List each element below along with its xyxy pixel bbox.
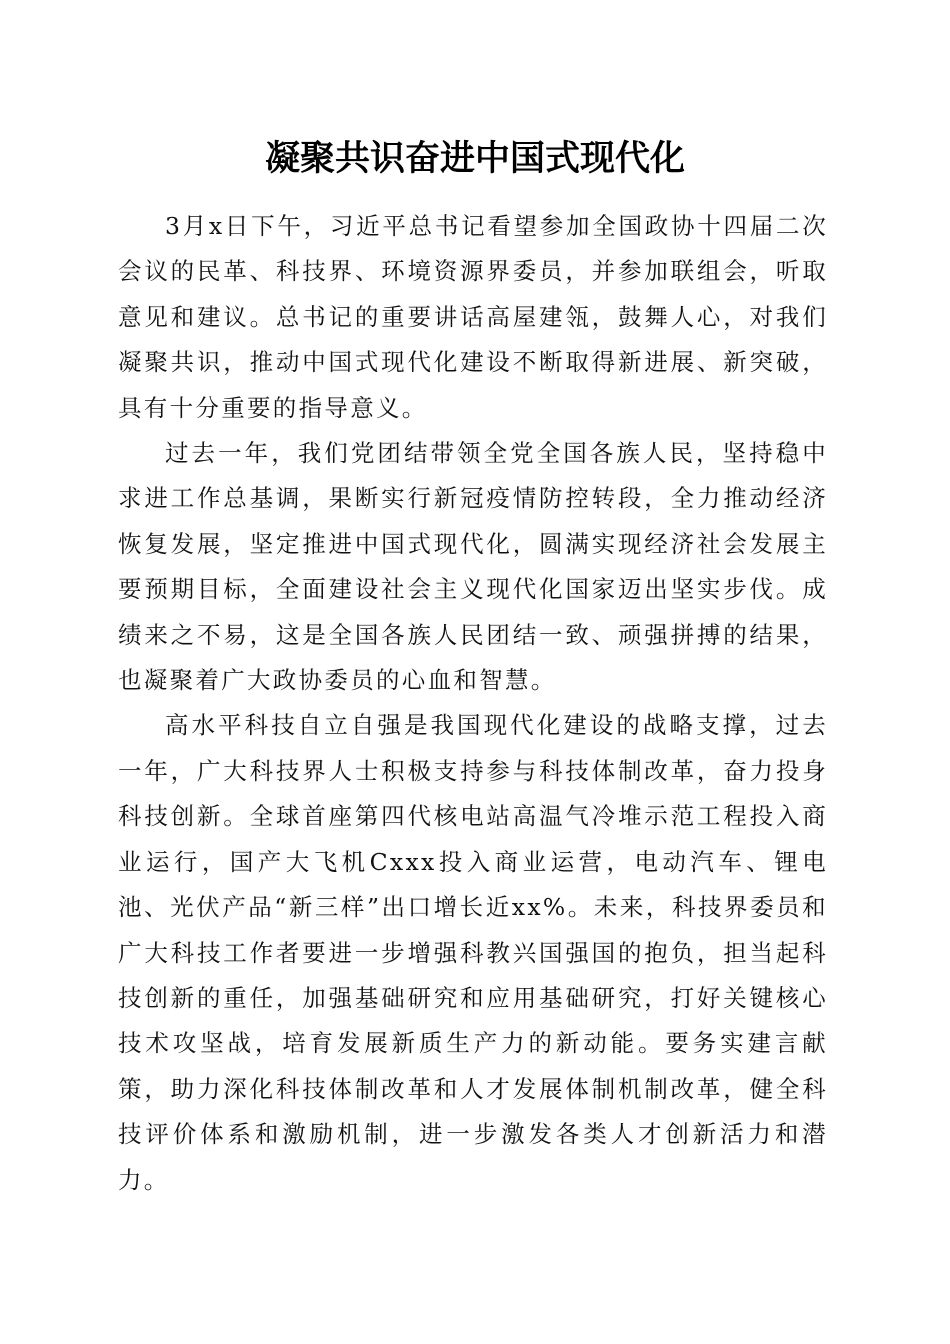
paragraph-1: 3月x日下午，习近平总书记看望参加全国政协十四届二次会议的民革、科技界、环境资源界委员，并参加联组会，听取意见和建议。总书记的重要讲话高屋建瓴，鼓舞人心，对我们凝聚共识，推动中国式现代化建设不断取得新进展、新突破，具有十分重要的指导意义。: [118, 212, 828, 422]
document-title: 凝聚共识奋进中国式现代化: [264, 138, 685, 179]
paragraph-2: 过去一年，我们党团结带领全党全国各族人民，坚持稳中求进工作总基调，果断实行新冠疫情防控转段，全力推动经济恢复发展，坚定推进中国式现代化，圆满实现经济社会发展主要预期目标，全面建设社会主义现代化国家迈出坚实步伐。成绩来之不易，这是全国各族人民团结一致、顽强拼搏的结果，也凝聚着广大政协委员的心血和智慧。: [118, 439, 828, 695]
document-body: [118, 204, 828, 1203]
paragraph-3: 高水平科技自立自强是我国现代化建设的战略支撑，过去一年，广大科技界人士积极支持参与科技体制改革，奋力投身科技创新。全球首座第四代核电站高温气冷堆示范工程投入商业运行，国产大飞机Cxxx投入商业运营，电动汽车、锂电池、光伏产品“新三样”出口增长近xx%。未来，科技界委员和广大科技工作者要进一步增强科教兴国强国的抱负，担当起科技创新的重任，加强基础研究和应用基础研究，打好关键核心技术攻坚战，培育发展新质生产力的新动能。要务实建言献策，助力深化科技体制改革和人才发展体制机制改革，健全科技评价体系和激励机制，进一步激发各类人才创新活力和潜力。: [118, 711, 828, 1194]
